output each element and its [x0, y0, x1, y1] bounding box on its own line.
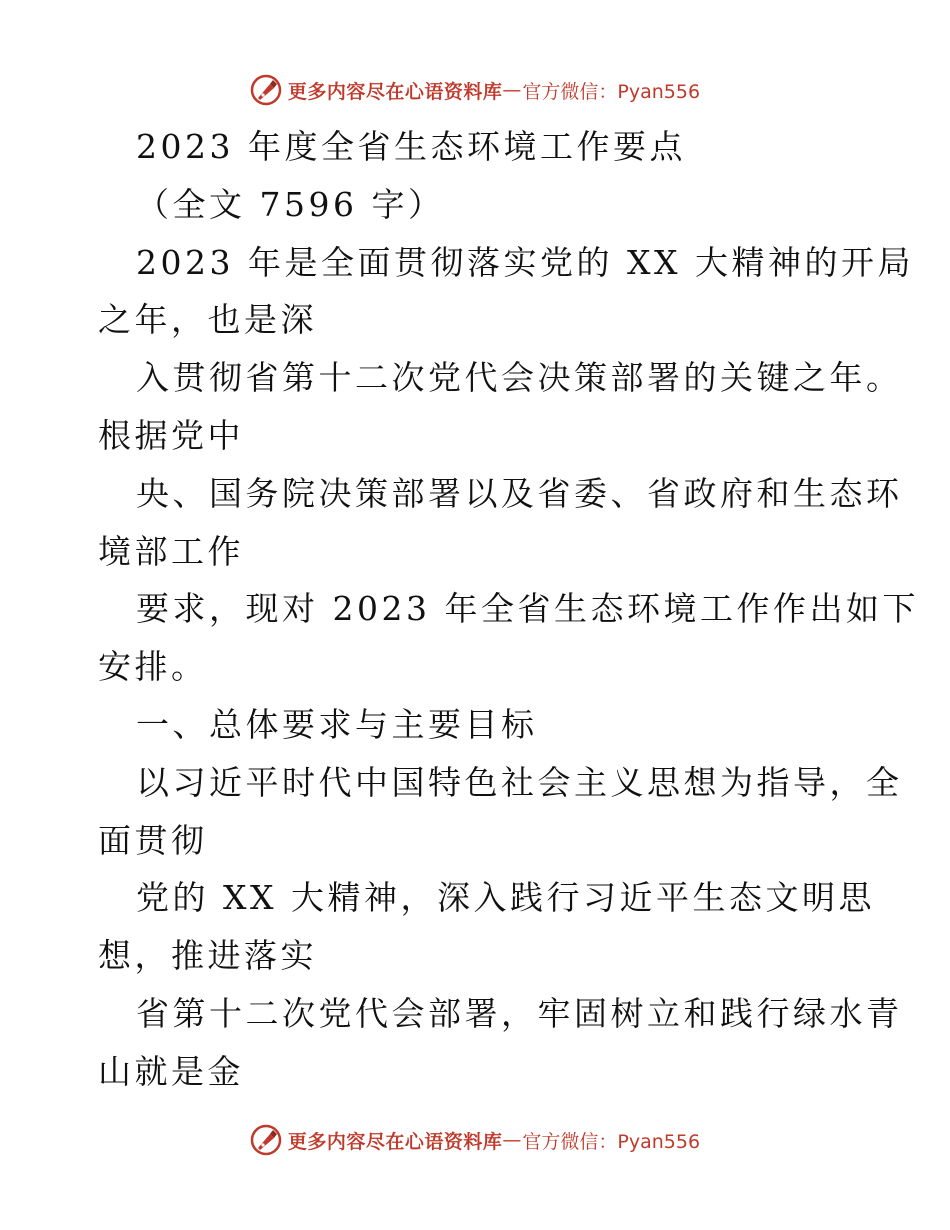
paragraph-line: 安排。	[98, 647, 208, 687]
paragraph-line: 想，推进落实	[98, 936, 317, 976]
paragraph-line: 央、国务院决策部署以及省委、省政府和生态环	[136, 473, 903, 513]
header-banner	[0, 70, 950, 110]
banner-separator: —	[502, 79, 523, 101]
word-count: （全文 7596 字）	[136, 184, 445, 224]
banner-separator: —	[502, 1129, 523, 1151]
paragraph-line: 2023 年是全面贯彻落实党的 XX 大精神的开局	[136, 242, 914, 282]
paragraph-line: 之年，也是深	[98, 300, 317, 340]
banner-wechat: 官方微信：Pyan556	[522, 80, 701, 103]
banner-title: 更多内容尽在心语资料库	[287, 1130, 503, 1153]
document-title: 2023 年度全省生态环境工作要点	[136, 127, 686, 166]
footer-banner	[0, 1120, 950, 1160]
banner-title: 更多内容尽在心语资料库	[287, 80, 503, 103]
paragraph-line: 党的 XX 大精神，深入践行习近平生态文明思	[136, 878, 875, 918]
paragraph-line: 以习近平时代中国特色社会主义思想为指导，全	[136, 762, 903, 802]
paragraph-line: 省第十二次党代会部署，牢固树立和践行绿水青	[136, 993, 903, 1033]
paragraph-line: 境部工作	[98, 531, 244, 571]
banner-wechat: 官方微信：Pyan556	[522, 1130, 701, 1153]
section-heading: 一、总体要求与主要目标	[136, 704, 538, 744]
document-body	[98, 118, 919, 1101]
pen-nib-logo-icon	[250, 1124, 282, 1156]
paragraph-line: 入贯彻省第十二次党代会决策部署的关键之年。	[136, 358, 903, 398]
paragraph-line: 面贯彻	[98, 820, 208, 860]
pen-nib-logo-icon	[250, 74, 282, 106]
paragraph-line: 山就是金	[98, 1051, 244, 1091]
paragraph-line: 要求，现对 2023 年全省生态环境工作作出如下	[136, 589, 919, 629]
paragraph-line: 根据党中	[98, 415, 244, 455]
